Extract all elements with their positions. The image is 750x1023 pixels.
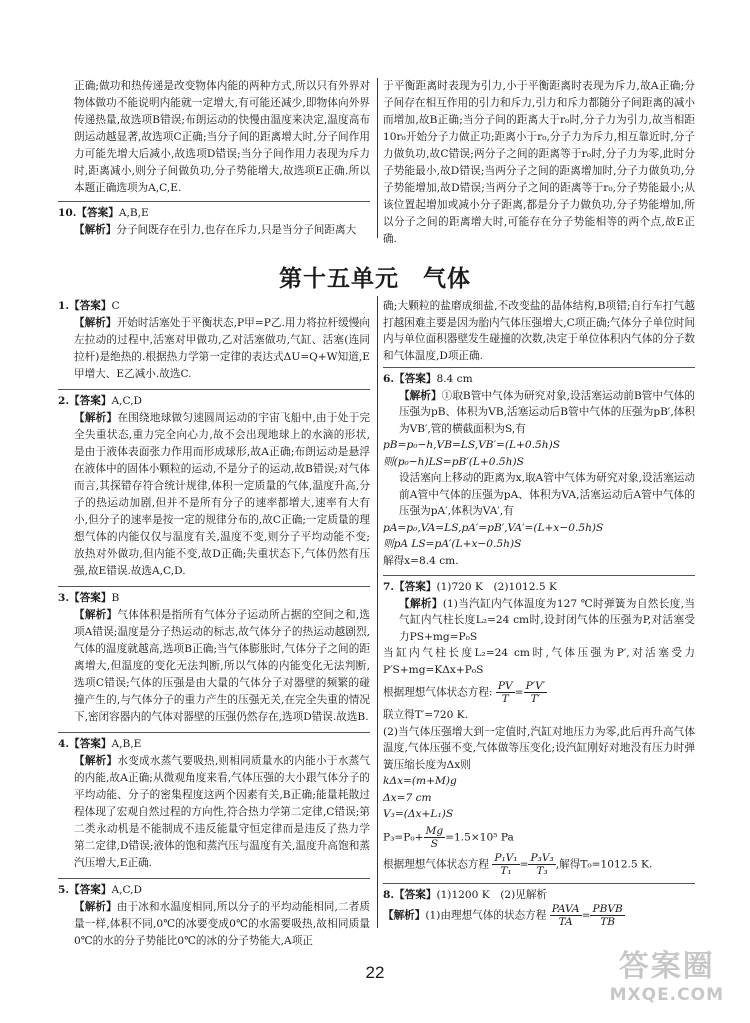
equation-prefix: P₃=P₀+ <box>383 831 424 843</box>
fraction-numerator: P′V′ <box>525 680 546 692</box>
equation-line: 根据理想气体状态方程: $\frac{PV}{T}$ = $\frac{P'V'}{T'}$ <box>383 680 546 705</box>
analysis-label: 【解析】 <box>74 609 118 621</box>
fraction-denominator: TB <box>600 916 616 928</box>
answer-label: 6.【答案】 <box>383 373 437 385</box>
answer-value: 8.4 cm <box>436 373 473 385</box>
answer-label: 5.【答案】 <box>58 884 112 896</box>
equation-line: 则(p₀−h)LS=pB′(L+0.5h)S <box>383 455 524 468</box>
question-item-1 <box>58 298 370 383</box>
equation-suffix: ,解得T₀=1012.5 K. <box>555 858 653 870</box>
answer-label: 7.【答案】 <box>383 581 437 593</box>
analysis-text: 当缸内气柱长度L₂=24 cm时,气体压强为P′,对活塞受力P′S+mg=KΔx+P₀S <box>383 647 695 676</box>
item-separator <box>383 883 695 884</box>
answer-value: A,C,D <box>111 884 143 896</box>
equation-line: 根据理想气体状态方程 $\frac{\text{P₁V₁}}{\text{T₁}}$ = $\frac{\text{P₃V₃}}{\text{T₃}}$ ,解得T₀=1012.5 K. <box>383 851 653 877</box>
answer-1 <box>58 298 370 315</box>
analysis-text: 水变成水蒸气要吸热,则相同质量水的内能小于水蒸气的内能,故A正确;从微观角度来看,气体压强的大小跟气体分子的平均动能、分子的密集程度这两个因素有关,B正确;能量耗散过程体现了宏观自然过程的方向性,符合热力学第二定律,C错误;第二类永动机是不能制成不违反能量守恒定律而是违反了热力学第二定律,D错误;液体的饱和蒸汽压与温度有关,温度升高饱和蒸汽压增大,E正确. <box>74 755 370 869</box>
equation-line: kΔx=(m+M)g <box>383 775 457 787</box>
fraction-numerator: P₃V₃ <box>530 851 554 864</box>
answer-10 <box>58 205 370 222</box>
unit-title: 第十五单元 气体 <box>279 266 471 292</box>
equation-line: V₃=(Δx+L₁)S <box>383 808 454 820</box>
equation-line: pA=p₀,VA=LS,pA′=pB′,VA′=(L+x−0.5h)S <box>383 521 604 534</box>
fraction-denominator: TA <box>558 916 573 928</box>
answer-5 <box>58 882 370 899</box>
result-line: 联立得T′=720 K. <box>383 709 468 721</box>
answer-value: A,B,E <box>118 207 149 219</box>
answer-label: 4.【答案】 <box>58 738 112 750</box>
fraction-numerator: PV <box>497 680 513 692</box>
analysis-10 <box>58 222 370 239</box>
answer-value: C <box>111 300 120 312</box>
item-separator <box>383 367 695 368</box>
answer-6 <box>383 371 695 388</box>
equation-line: Δx=7 cm <box>383 791 432 804</box>
fraction <box>492 852 519 877</box>
question-item-8 <box>383 887 695 929</box>
analysis-text: ①取B管中气体为研究对象,设活塞运动前B管中气体的压强为pB、体积为VB,活塞运动后B管中气体的压强为pB′,体积为VB′,管的横截面积为S,有 <box>399 389 696 435</box>
answer-label: 8.【答案】 <box>383 888 437 901</box>
analysis-label: 【解析】 <box>74 317 117 329</box>
question-item-3 <box>58 590 370 726</box>
equation-suffix: =1.5×10⁵ Pa <box>445 831 514 843</box>
fraction-numerator: PAVA <box>551 903 580 915</box>
equation-line: pB=p₀−h,VB=LS,VB′=(L+0.5h)S <box>383 439 560 451</box>
answer-4 <box>58 736 370 753</box>
analysis-1 <box>58 315 370 383</box>
fraction <box>528 852 555 877</box>
answer-label: 3.【答案】 <box>58 592 112 604</box>
result-line: 解得x=8.4 cm. <box>383 554 459 567</box>
page-number: 22 <box>365 963 385 982</box>
answer-2 <box>58 393 370 410</box>
fraction <box>550 903 582 928</box>
answer-value: (1)720 K (2)1012.5 K <box>436 581 557 593</box>
watermark-title: 答案圈 <box>618 949 715 984</box>
question-item-4 <box>58 736 370 872</box>
fraction-numerator: Mg <box>425 824 444 837</box>
analysis-8: 【解析】(1)由理想气体的状态方程 $\frac{\text{PAVA}}{TA}$ = $\frac{\text{PBVB}}{TB}$ <box>383 903 623 928</box>
answer-label: 10.【答案】 <box>58 207 119 219</box>
equation-line <box>383 825 695 850</box>
answer-value: A,B,E <box>111 738 142 750</box>
fraction-denominator: T <box>501 693 509 705</box>
analysis-7 <box>383 596 695 646</box>
analysis-label: 【解析】 <box>399 597 443 610</box>
answer-3 <box>58 590 370 607</box>
analysis-label: 【解析】 <box>383 909 426 922</box>
answer-value: A,C,D <box>111 395 143 407</box>
analysis-text: 气体体积是指所有气体分子运动所占据的空间之和,选项A错误;温度是分子热运动的标志,故气体分子的热运动越剧烈,气体的温度就越高,选项B正确;当气体膨胀时,气体分子之间的距离增大,但温度的变化无法判断,所以气体的内能变化无法判断,选项C错误;气体的压强是由大量的气体分子对器壁的频繁的碰撞产生的,与气体分子的重力产生的压强无关,在完全失重的情况下,密闭容器内的气体对器壁的压强仍然存在,选项D错误.故选B. <box>74 609 370 723</box>
item-separator <box>383 575 695 576</box>
answer-value: B <box>111 592 120 604</box>
question-item-2 <box>58 393 370 580</box>
analysis-3 <box>58 607 370 726</box>
continued-analysis-5: 确;大颗粒的盐磨成细盐,不改变盐的晶体结构,B项错;自行车打气越打越困难主要是因为胎内气体压强增大,C项正确;气体分子单位时间内与单位面积器壁发生碰撞的次数,决定于单位体积内气体的分子数和气体温度,D项正确. <box>383 300 695 362</box>
analysis-label: 【解析】 <box>74 901 117 913</box>
equation-prefix: 根据理想气体状态方程 <box>383 858 489 870</box>
bottom-right-column <box>383 298 695 934</box>
watermark-logo <box>610 941 724 1005</box>
fraction-numerator: PBVB <box>592 903 623 915</box>
answer-8 <box>383 887 695 904</box>
fraction <box>424 825 446 850</box>
analysis-text: (1)由理想气体的状态方程 <box>425 909 547 922</box>
top-left-column <box>58 78 370 239</box>
fraction-denominator: T₃ <box>536 864 548 877</box>
analysis-label: 【解析】 <box>74 755 118 767</box>
item-separator <box>58 878 370 879</box>
bottom-left-column <box>58 298 370 956</box>
item-separator <box>58 389 370 390</box>
answer-label: 2.【答案】 <box>58 395 112 407</box>
watermark-url: MXQE.COM <box>609 985 724 1005</box>
fraction <box>496 680 515 705</box>
bottom-column-rule <box>377 296 378 928</box>
analysis-text: 开始时活塞处于平衡状态,P甲=P乙.用力将拉杆缓慢向左拉动的过程中,活塞对甲做功,乙对活塞做功,气缸、活塞(连同拉杆)是绝热的.根据热力学第一定律的表达式ΔU=Q+W知道,E甲增大、E乙减小.故选C. <box>74 317 371 380</box>
answer-value: (1)1200 K (2)见解析 <box>436 888 548 901</box>
analysis-label: 【解析】 <box>74 224 117 236</box>
question-item-7 <box>383 579 695 877</box>
analysis-text: (1)当汽缸内气体温度为127 ℃时弹簧为自然长度,当气缸内气柱长度L₂=24 cm时,设封闭气体的压强为P,对活塞受力PS+mg=P₀S <box>399 597 696 643</box>
equation-prefix: 根据理想气体状态方程: <box>383 686 493 699</box>
analysis-2 <box>58 410 370 580</box>
analysis-4 <box>58 753 370 872</box>
analysis-text: 设活塞向上移动的距离为x,取A管中气体为研究对象,设活塞运动前A管中气体的压强为pA、体积为VA,活塞运动后A管中气体的压强为pA′,体积为VA′,有 <box>399 472 695 517</box>
fraction-denominator: T₁ <box>500 864 512 877</box>
fraction-denominator: T′ <box>530 693 541 705</box>
answer-label: 1.【答案】 <box>58 300 112 312</box>
item-separator <box>58 586 370 587</box>
analysis-text: 分子间既存在引力,也存在斥力,只是当分子间距离大 <box>116 224 357 236</box>
answer-7 <box>383 579 695 596</box>
analysis-text: 在围绕地球做匀速圆周运动的宇宙飞船中,由于处于完全失重状态,重力完全向心力,故不会出现地球上的水滴的形状,是由于液体表面张力作用而形成球形,故A正确;布朗运动是悬浮在液体中的固体小颗粒的运动,不是分子的运动,故B错误;对气体而言,其探错存符合统计规律,体积一定质量的气体,温度升高,分子的热运动加剧,但并不是所有分子的速率都增大,速率有大有小,但分子的速率是按一定的规律分布的,故C正确;一定质量的理想气体的内能仅仅与温度有关,温度不变,则分子平均动能不变;放热对外做功,但内能不变,故D正确;失重状态下,气体仍然有压强,故E错误.故选A,C,D. <box>74 412 370 577</box>
question-item-6 <box>383 371 695 569</box>
item-separator <box>58 732 370 733</box>
fraction-denominator: S <box>430 837 438 850</box>
analysis-text: 由于冰和水温度相同,所以分子的平均动能相同,二者质量一样,体积不同,0℃的冰要变成0℃的水需要吸热,故相同质量0℃的水的分子势能比0℃的冰的分子势能大,A项正 <box>74 901 371 947</box>
fraction-numerator: P₁V₁ <box>494 851 518 864</box>
analysis-6 <box>383 388 695 438</box>
item-separator <box>58 201 370 202</box>
analysis-text: (2)当气体压强增大到一定值时,汽缸对地压力为零,此后再升高气体温度,气体压强不变,气体做等压变化;设汽缸刚好对地没有压力时弹簧压缩长度为Δx则 <box>383 725 695 771</box>
top-column-rule <box>377 78 378 238</box>
equation-line: 则pA LS=pA′(L+x−0.5h)S <box>383 538 522 550</box>
question-item-5 <box>58 882 370 950</box>
fraction <box>524 680 548 705</box>
analysis-label: 【解析】 <box>74 412 118 424</box>
analysis-label: 【解析】 <box>399 389 442 402</box>
top-right-column <box>383 78 695 248</box>
top-right-paragraph: 于平衡距离时表现为引力,小于平衡距离时表现为斥力,故A正确;分子间存在相互作用的引力和斥力,引力和斥力都随分子间距离的减小而增加,故B正确;当分子间的距离大于r₀时,分子力为引力,故当相距10r₀开始分子力做正功;距离小于r₀,分子力为斥力,相互靠近时,分子力做负功,故C错误;两分子之间的距离等于r₀时,分子力为零,此时分子势能最小,故D错误;当两分子之间的距离增加时,分子力做负功,分子势能增加,故D错误;当两分子之间的距离等于r₀,分子势能最小;从该位置起增加或减小分子距离,都是分子力做负功,分子势能增加,所以分子之间的距离增大时,可能存在分子势能相等的两个点,故E正确. <box>383 80 695 245</box>
top-left-paragraph: 正确;做功和热传递是改变物体内能的两种方式,所以只有外界对物体做功不能说明内能就一定增大,有可能还减少,即物体向外界传递热量,故选项B错误;布朗运动的快慢由温度来决定,温度高布朗运动越显著,故选项C正确;当分子间的距离增大时,分子间作用力可能先增大后减小,故选项D错误;当分子间作用力表现为斥力时,距离减小,则分子间做负功,分子势能增大,故选项E正确.所以本题正确选项为A,C,E. <box>74 80 370 194</box>
analysis-5 <box>58 899 370 950</box>
fraction <box>590 903 624 928</box>
